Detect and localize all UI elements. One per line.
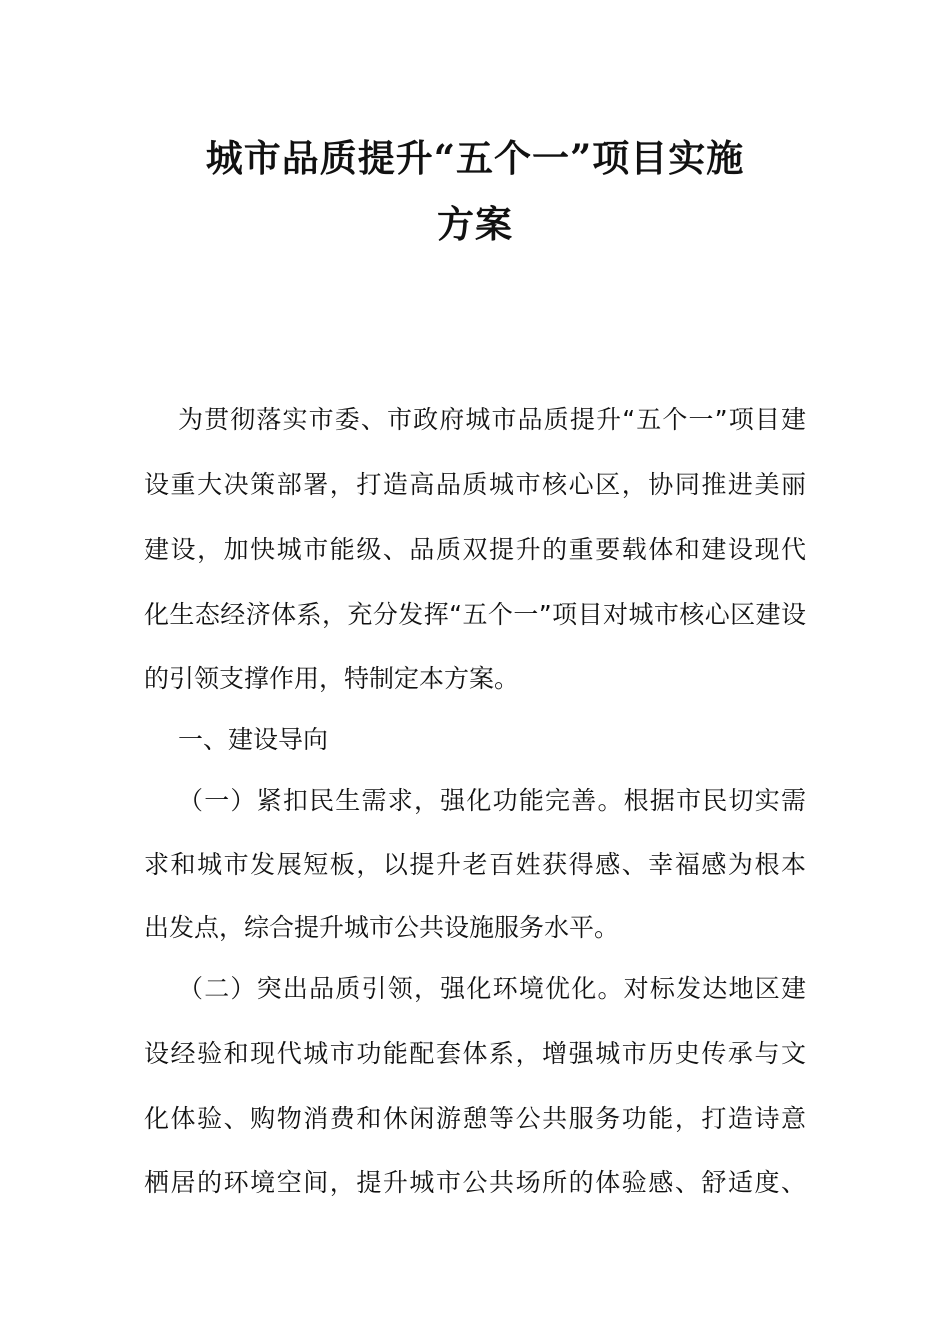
subsection-2-line-3: 化体验、购物消费和休闲游憩等公共服务功能，打造诗意 xyxy=(144,1104,806,1133)
intro-paragraph-line-5: 的引领支撑作用，特制定本方案。 xyxy=(144,664,520,693)
intro-paragraph-line-4: 化生态经济体系，充分发挥“五个一”项目对城市核心区建设 xyxy=(144,600,806,629)
subsection-2-line-2: 设经验和现代城市功能配套体系，增强城市历史传承与文 xyxy=(144,1039,806,1068)
intro-paragraph-line-3: 建设，加快城市能级、品质双提升的重要载体和建设现代 xyxy=(144,535,806,564)
intro-paragraph-line-2: 设重大决策部署，打造高品质城市核心区，协同推进美丽 xyxy=(144,470,806,499)
subsection-2-line-4: 栖居的环境空间，提升城市公共场所的体验感、舒适度、 xyxy=(144,1168,806,1197)
subsection-2-line-1: （二）突出品质引领，强化环境优化。对标发达地区建 xyxy=(178,974,806,1003)
subsection-1-line-3: 出发点，综合提升城市公共设施服务水平。 xyxy=(144,913,620,942)
section-heading-1: 一、建设导向 xyxy=(178,725,329,754)
subsection-1-line-1: （一）紧扣民生需求，强化功能完善。根据市民切实需 xyxy=(178,786,806,815)
intro-paragraph-line-1: 为贯彻落实市委、市政府城市品质提升“五个一”项目建 xyxy=(178,405,806,434)
subsection-1-line-2: 求和城市发展短板，以提升老百姓获得感、幸福感为根本 xyxy=(144,850,806,879)
document-title-line-2: 方案 xyxy=(437,202,513,246)
document-title-line-1: 城市品质提升“五个一”项目实施 xyxy=(205,136,745,180)
